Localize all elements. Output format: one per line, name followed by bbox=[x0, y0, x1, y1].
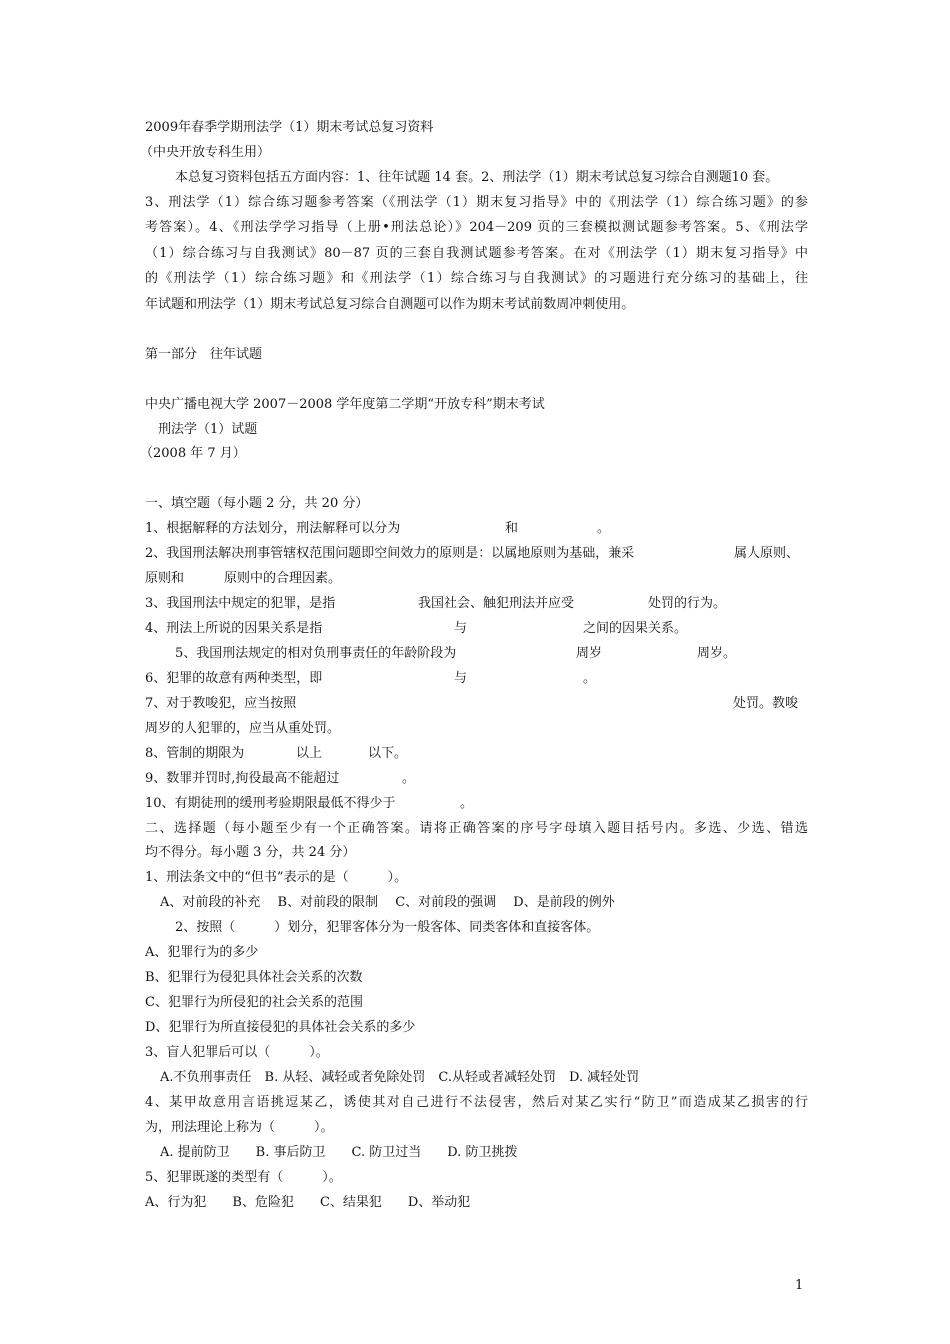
exam-subject: 刑法学（1）试题 bbox=[145, 422, 258, 437]
question-text: 属人原则、 bbox=[734, 546, 800, 561]
question-text: 与 bbox=[454, 621, 468, 636]
question-text: 。 bbox=[402, 771, 416, 786]
choice-question-4: 4、某甲故意用言语挑逗某乙，诱使其对自己进行不法侵害，然后对某乙实行“防卫”而造成某乙损害的行 bbox=[145, 1095, 808, 1110]
question-text: 4、刑法上所说的因果关系是指 bbox=[145, 621, 323, 636]
intro-line: 3、刑法学（1）综合练习题参考答案（《刑法学（1）期末复习指导》中的《刑法学（1）综合练习题》的参 bbox=[145, 195, 808, 210]
question-text: 10、有期徒刑的缓刑考验期限最低不得少于 bbox=[145, 796, 396, 811]
question-text: 。 bbox=[460, 796, 474, 811]
question-text: 原则和 bbox=[145, 571, 185, 586]
question-text: 8、管制的期限为 bbox=[145, 746, 245, 761]
intro-line: 考答案）。4、《刑法学学习指导（上册•刑法总论）》204－209 页的三套模拟测试题参考答案。5、《刑法学 bbox=[145, 220, 808, 235]
question-text: 5、我国刑法规定的相对负刑事责任的年龄阶段为 bbox=[175, 646, 457, 661]
exam-date: （2008 年 7 月） bbox=[140, 446, 246, 461]
question-text: 3、我国刑法中规定的犯罪，是指 bbox=[145, 596, 336, 611]
choice-options: A.不负刑事责任 B. 从轻、减轻或者免除处罚 C.从轻或者减轻处罚 D. 减轻处罚 bbox=[160, 1070, 640, 1085]
question-text: 之间的因果关系。 bbox=[583, 621, 688, 636]
section-heading: 一、填空题（每小题 2 分，共 20 分） bbox=[145, 496, 369, 511]
intro-line: 本总复习资料包括五方面内容：1、往年试题 14 套。2、刑法学（1）期末考试总复习综合自测题10 套。 bbox=[175, 170, 779, 185]
question-text: 7、对于教唆犯，应当按照 bbox=[145, 696, 297, 711]
question-text: 。 bbox=[597, 521, 611, 536]
section-heading: 二、选择题（每小题至少有一个正确答案。请将正确答案的序号字母填入题目括号内。多选、少选、错选 bbox=[145, 821, 808, 836]
question-text: 以上 bbox=[296, 746, 323, 761]
choice-question-4-cont: 为，刑法理论上称为（ ）。 bbox=[145, 1120, 334, 1135]
choice-question-3: 3、盲人犯罪后可以（ ）。 bbox=[145, 1045, 329, 1060]
intro-line: 的《刑法学（1）综合练习题》和《刑法学（1）综合练习与自我测试》的习题进行充分练习的基础上，往 bbox=[145, 271, 808, 286]
choice-option: C、犯罪行为所侵犯的社会关系的范围 bbox=[145, 995, 363, 1010]
intro-line: 年试题和刑法学（1）期末考试总复习综合自测题可以作为期末考试前数周冲刺使用。 bbox=[145, 297, 635, 312]
question-text: 。 bbox=[583, 671, 597, 686]
choice-options: A、行为犯 B、危险犯 C、结果犯 D、举动犯 bbox=[145, 1195, 471, 1210]
choice-options: A. 提前防卫 B. 事后防卫 C. 防卫过当 D. 防卫挑拨 bbox=[160, 1145, 518, 1160]
question-text: 与 bbox=[454, 671, 468, 686]
question-text: 2、我国刑法解决刑事管辖权范围问题即空间效力的原则是：以属地原则为基础，兼采 bbox=[145, 546, 635, 561]
question-text: 周岁 bbox=[576, 646, 603, 661]
intro-line: （1）综合练习与自我测试》80－87 页的三套自我测试题参考答案。在对《刑法学（1）期末复习指导》中 bbox=[145, 246, 808, 261]
document-subtitle: （中央开放专科生用） bbox=[140, 145, 271, 160]
choice-option: A、犯罪行为的多少 bbox=[145, 945, 259, 960]
choice-option: B、犯罪行为侵犯具体社会关系的次数 bbox=[145, 970, 363, 985]
page-number: 1 bbox=[795, 1278, 804, 1293]
question-text: 原则中的合理因素。 bbox=[224, 571, 342, 586]
document-title: 2009年春季学期刑法学（1）期末考试总复习资料 bbox=[145, 120, 434, 135]
choice-option: D、犯罪行为所直接侵犯的具体社会关系的多少 bbox=[145, 1020, 416, 1035]
choice-question-2: 2、按照（ ）划分，犯罪客体分为一般客体、同类客体和直接客体。 bbox=[175, 920, 600, 935]
exam-header: 中央广播电视大学 2007－2008 学年度第二学期“开放专科”期末考试 bbox=[145, 397, 545, 412]
part-heading: 第一部分 往年试题 bbox=[145, 347, 263, 362]
question-text: 以下。 bbox=[368, 746, 408, 761]
question-text: 周岁。 bbox=[697, 646, 737, 661]
question-text: 6、犯罪的故意有两种类型，即 bbox=[145, 671, 323, 686]
question-text: 处罚。教唆 bbox=[733, 696, 799, 711]
question-text: 我国社会、触犯刑法并应受 bbox=[418, 596, 575, 611]
question-text: 9、数罪并罚时,拘役最高不能超过 bbox=[145, 771, 340, 786]
question-text: 1、根据解释的方法划分，刑法解释可以分为 bbox=[145, 521, 401, 536]
section-heading-cont: 均不得分。每小题 3 分，共 24 分） bbox=[145, 845, 356, 860]
question-text: 处罚的行为。 bbox=[648, 596, 727, 611]
choice-question-1: 1、刑法条文中的“但书”表示的是（ ）。 bbox=[145, 870, 408, 885]
question-text: 周岁的人犯罪的，应当从重处罚。 bbox=[145, 721, 341, 736]
question-text: 和 bbox=[505, 521, 519, 536]
choice-options: A、对前段的补充 B、对前段的限制 C、对前段的强调 D、是前段的例外 bbox=[160, 895, 615, 910]
choice-question-5: 5、犯罪既遂的类型有（ ）。 bbox=[145, 1170, 342, 1185]
